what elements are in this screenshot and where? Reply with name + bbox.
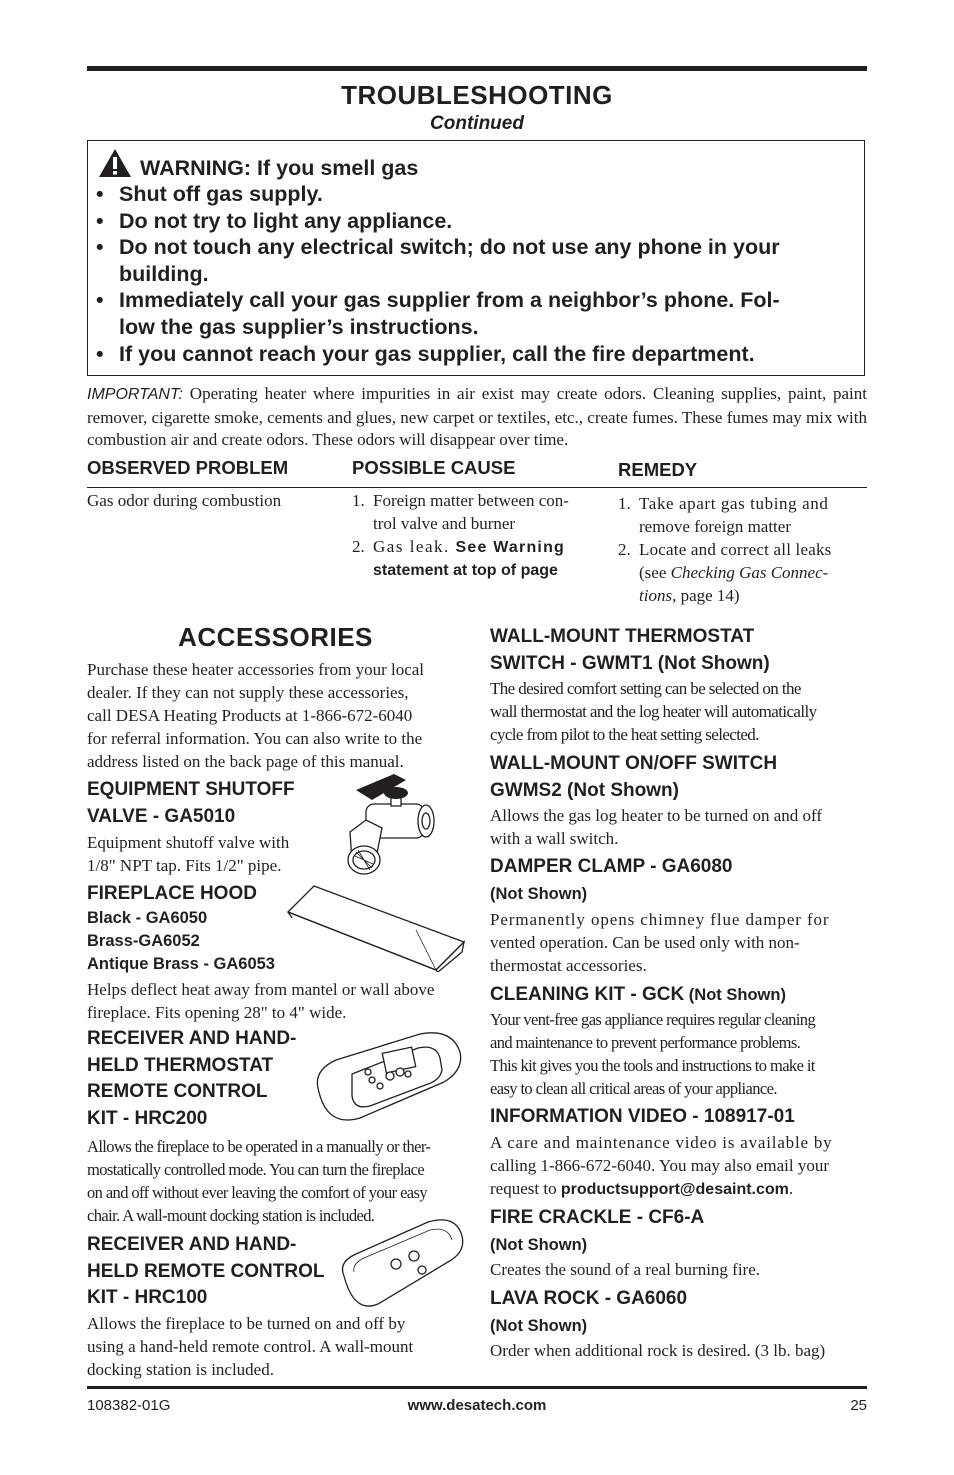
accessories-intro: Purchase these heater accessories from your local dealer. If they can not supply these accessories, call DESA Heating Products at 1-866-672-6040 for referral information. You can also write to the address listed on the back page of this manual. — [87, 660, 425, 771]
cleaning-kit-body: Your vent-free gas appliance requires regular cleaning and maintenance to prevent performance problems. This kit gives you the tools and instructions to make it easy to clean all critical areas of your appliance. — [490, 1010, 816, 1098]
information-video-title: INFORMATION VIDEO - 108917-01 — [490, 1106, 795, 1127]
footer-website: www.desatech.com — [407, 1397, 547, 1414]
fire-crackle-title: FIRE CRACKLE - CF6-A — [490, 1207, 705, 1228]
gwms2-title: WALL-MOUNT ON/OFF SWITCH GWMS2 (Not Shown) — [490, 753, 778, 801]
hand-held-remote-illustration — [338, 1218, 466, 1310]
warning-heading: WARNING: If you smell gas — [140, 156, 419, 180]
gwms2-body: Allows the gas log heater to be turned on and off with a wall switch. — [490, 806, 823, 848]
gwmt1-title: WALL-MOUNT THERMOSTAT SWITCH - GWMT1 (Not Shown) — [490, 626, 770, 674]
hrc200-body: Allows the fireplace to be operated in a manually or ther- mostatically controlled mode. You can turn the fireplace on and off without ever leaving the comfort of your easy chair. A wall-mount docking station is included. — [87, 1137, 431, 1225]
warning-triangle-icon — [98, 148, 132, 178]
footer-part-number: 108382-01G — [87, 1397, 171, 1414]
warning-box: WARNING: If you smell gas • Shut off gas supply. • Do not try to light any appliance. • Do not touch any electrical switch; do not use any phone in your building. • Immediately call your gas supplier from a neighbor’s phone. Fol- low the gas supplier’s instructions. • If you cannot reach your gas supplier, call the fire department. — [87, 140, 865, 376]
shutoff-valve-body: Equipment shutoff valve with 1/8" NPT tap. Fits 1/2" pipe. — [87, 833, 290, 875]
damper-clamp-title: DAMPER CLAMP - GA6080 — [490, 856, 733, 877]
header-observed-problem: OBSERVED PROBLEM — [87, 457, 289, 478]
important-note — [87, 383, 867, 452]
fire-crackle-body: Creates the sound of a real burning fire. — [490, 1260, 761, 1279]
fireplace-hood-models: Black - GA6050 Brass-GA6052 Antique Brass - GA6053 — [87, 909, 275, 973]
important-text: Operating heater where impurities in air exist may create odors. Cleaning supplies, paint, paint remover, cigarette smoke, cements and glues, new carpet or textiles, etc., create fumes. These fumes may mix with combustion air and create odors. These odors will disappear over time. — [87, 384, 867, 449]
top-rule — [87, 66, 867, 71]
fireplace-hood-title: FIREPLACE HOOD — [87, 883, 257, 904]
hrc100-body: Allows the fireplace to be turned on and off by using a hand-held remote control. A wall-mount docking station is included. — [87, 1314, 414, 1379]
gwmt1-body: The desired comfort setting can be selected on the wall thermostat and the log heater will automatically cycle from pilot to the heat setting selected. — [490, 679, 817, 744]
important-label: IMPORTANT: — [87, 386, 183, 403]
table-problem: Gas odor during combustion — [87, 491, 282, 510]
lava-rock-note: (Not Shown) — [490, 1317, 588, 1335]
support-email: productsupport@desaint.com — [560, 1181, 789, 1198]
page-title: TROUBLESHOOTING — [341, 80, 613, 110]
hrc200-title: RECEIVER AND HAND- HELD THERMOSTAT REMOTE CONTROL KIT - HRC200 — [87, 1028, 297, 1129]
footer-rule — [87, 1386, 867, 1389]
lava-rock-body: Order when additional rock is desired. (3 lb. bag) — [490, 1341, 826, 1360]
header-possible-cause: POSSIBLE CAUSE — [352, 457, 516, 478]
information-video-body: A care and maintenance video is available by calling 1-866-672-6040. You may also email your request to productsupport@desaint.com. — [490, 1133, 833, 1198]
header-remedy: REMEDY — [618, 459, 698, 480]
fireplace-hood-body: Helps deflect heat away from mantel or wall above fireplace. Fits opening 28" to 4" wide. — [87, 980, 435, 1022]
table-header-rule — [87, 487, 867, 488]
shutoff-valve-title: EQUIPMENT SHUTOFF VALVE - GA5010 — [87, 779, 295, 827]
hrc100-title: RECEIVER AND HAND- HELD REMOTE CONTROL KIT - HRC100 — [87, 1234, 325, 1308]
footer-page-number: 25 — [850, 1397, 867, 1414]
damper-clamp-note: (Not Shown) — [490, 885, 588, 903]
fireplace-hood-illustration — [286, 884, 466, 972]
page-subtitle: Continued — [430, 113, 524, 134]
thermostat-remote-illustration — [312, 1030, 466, 1126]
fire-crackle-note: (Not Shown) — [490, 1236, 588, 1254]
cleaning-kit-title: CLEANING KIT - GCK (Not Shown) — [490, 984, 786, 1005]
shutoff-valve-illustration — [336, 770, 446, 880]
lava-rock-title: LAVA ROCK - GA6060 — [490, 1288, 688, 1309]
accessories-title: ACCESSORIES — [178, 622, 373, 652]
damper-clamp-body: Permanently opens chimney flue damper for vented operation. Can be used only with non- thermostat accessories. — [490, 910, 830, 975]
